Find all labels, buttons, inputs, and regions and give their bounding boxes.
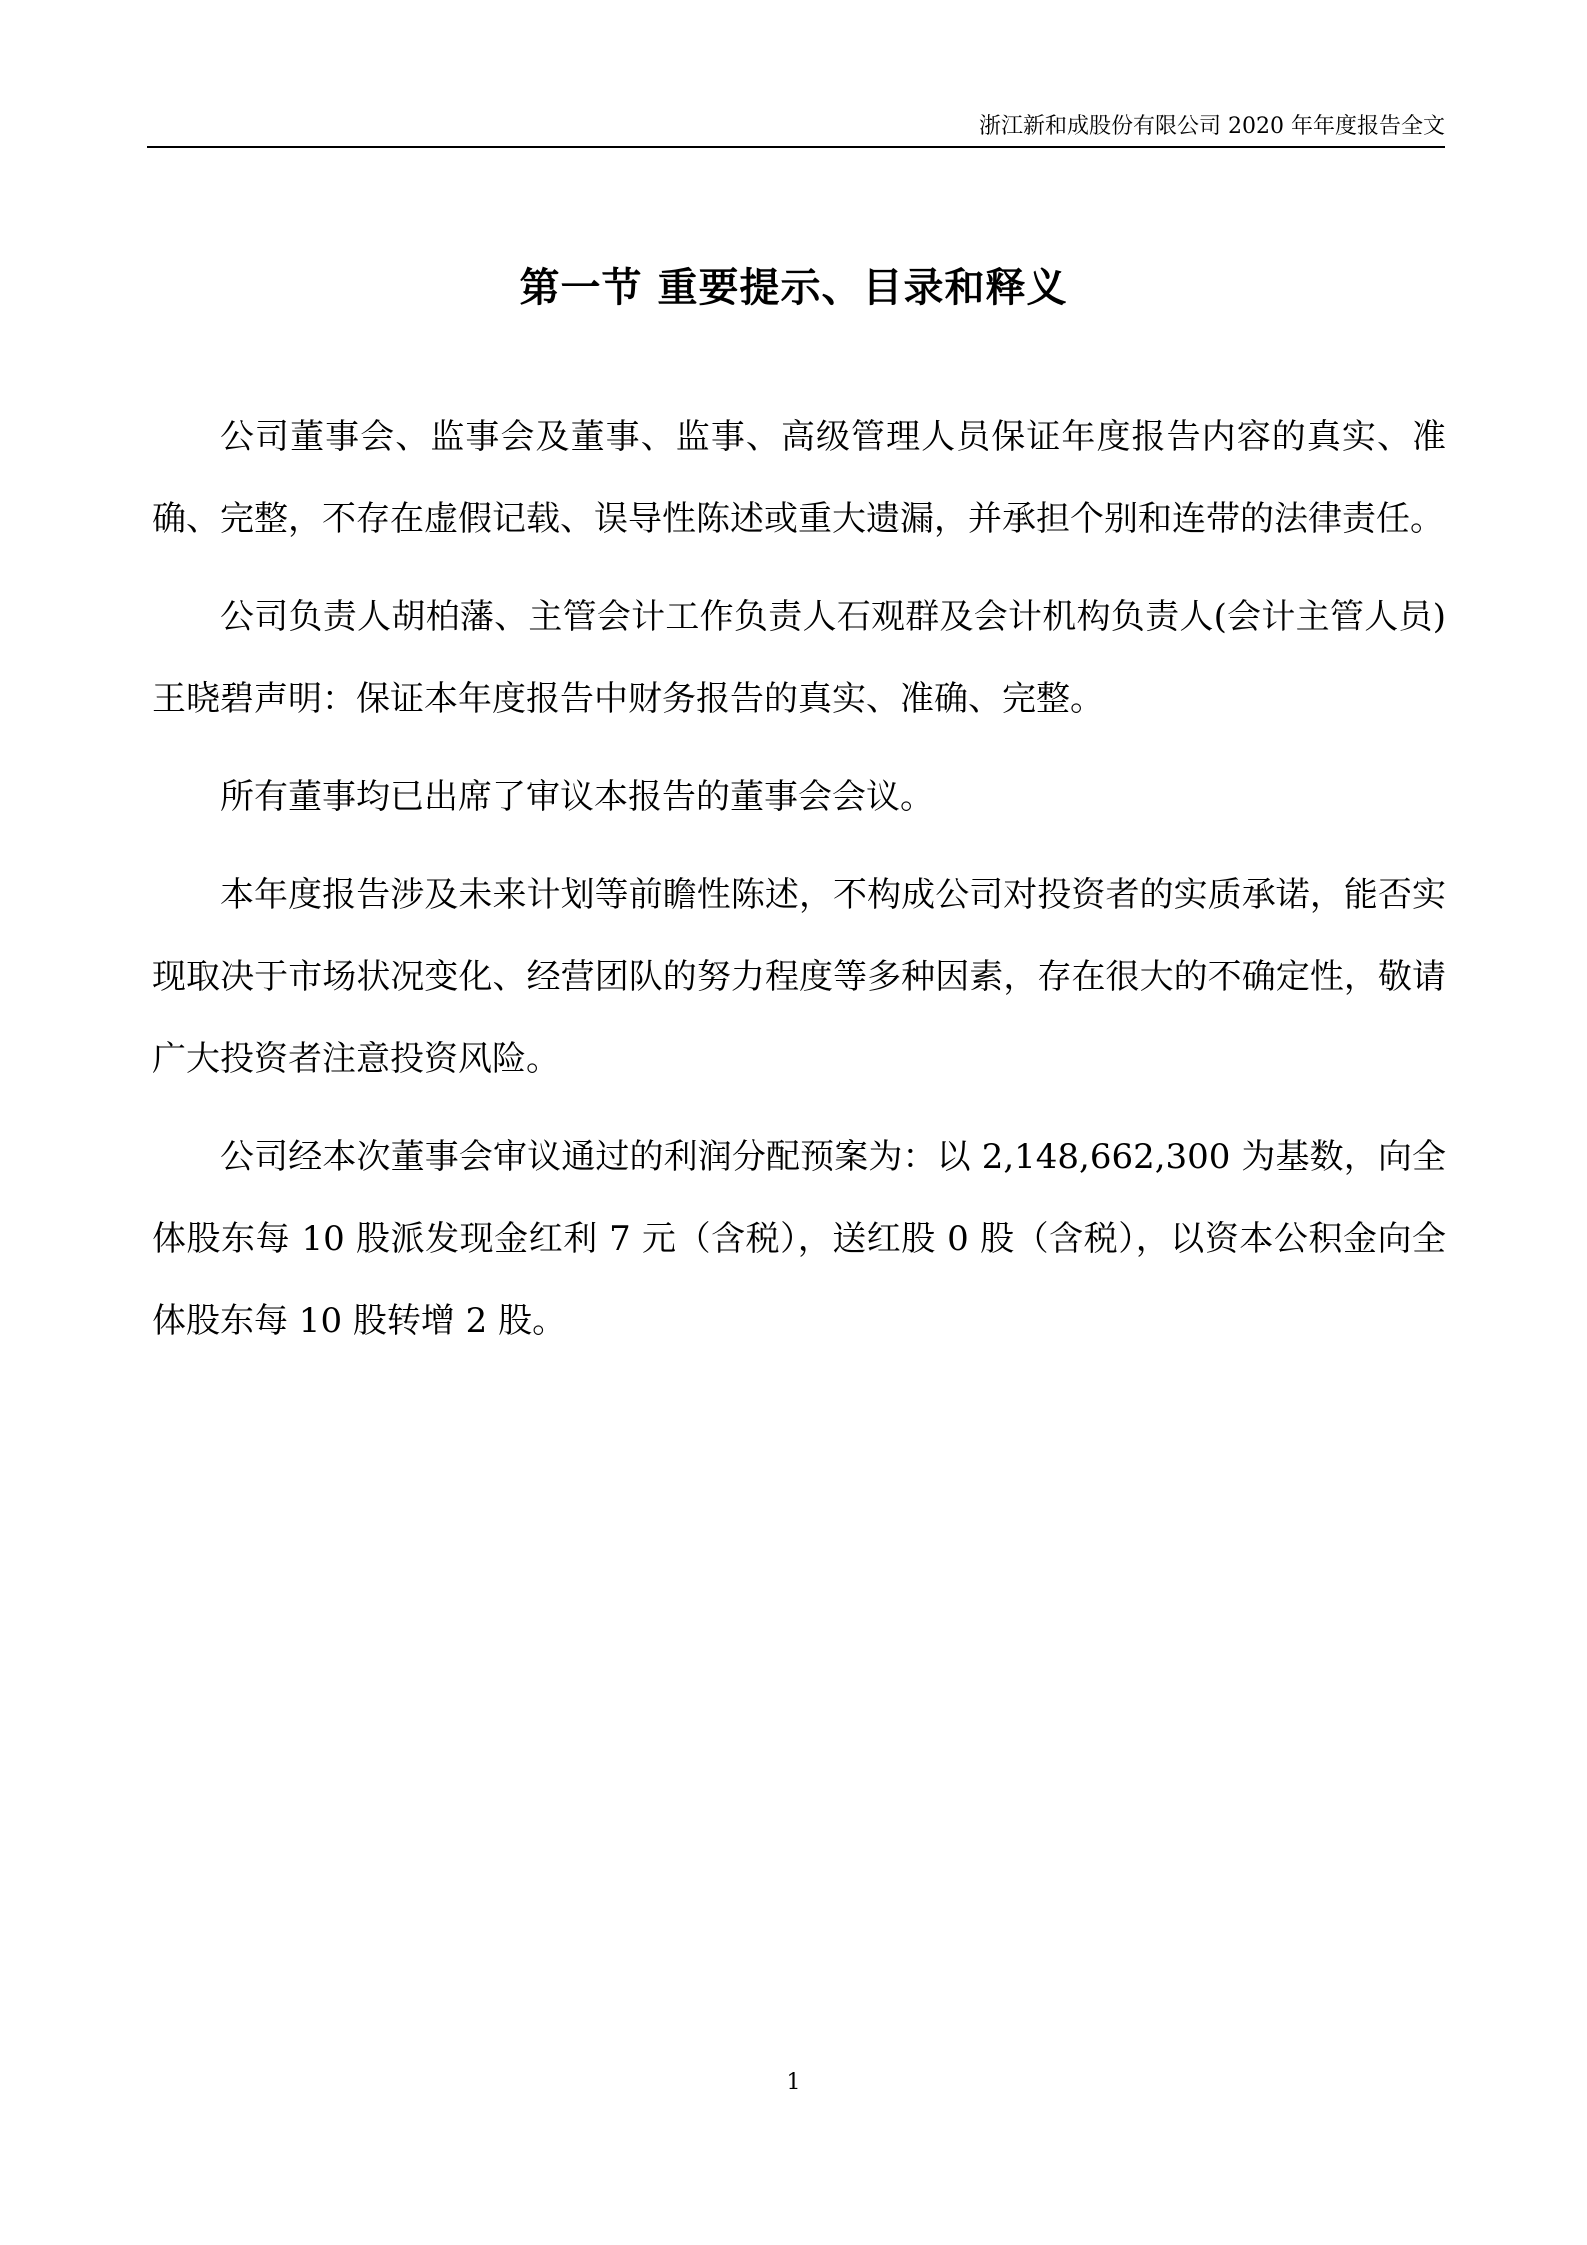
paragraph-profit-distribution: 公司经本次董事会审议通过的利润分配预案为：以 2,148,662,300 为基数，向全体股东每 10 股派发现金红利 7 元（含税），送红股 0 股（含税），以资本公积金向全体股东每 10 股转增 2 股。 [152,1137,1446,1341]
paragraph-directors-attendance: 所有董事均已出席了审议本报告的董事会会议。 [220,777,934,817]
page-number: 1 [786,2070,801,2095]
section-title: 第一节 重要提示、目录和释义 [519,264,1068,311]
header-divider [147,146,1445,148]
paragraph-financial-statement: 公司负责人胡柏藩、主管会计工作负责人石观群及会计机构负责人(会计主管人员)王晓碧声明：保证本年度报告中财务报告的真实、准确、完整。 [152,597,1446,719]
paragraph-forward-looking: 本年度报告涉及未来计划等前瞻性陈述，不构成公司对投资者的实质承诺，能否实现取决于市场状况变化、经营团队的努力程度等多种因素，存在很大的不确定性，敬请广大投资者注意投资风险。 [152,875,1446,1079]
paragraph-responsibility: 公司董事会、监事会及董事、监事、高级管理人员保证年度报告内容的真实、准确、完整，不存在虚假记载、误导性陈述或重大遗漏，并承担个别和连带的法律责任。 [152,417,1446,539]
body-text [152,396,1446,1378]
running-header: 浙江新和成股份有限公司 2020 年年度报告全文 [979,114,1445,139]
